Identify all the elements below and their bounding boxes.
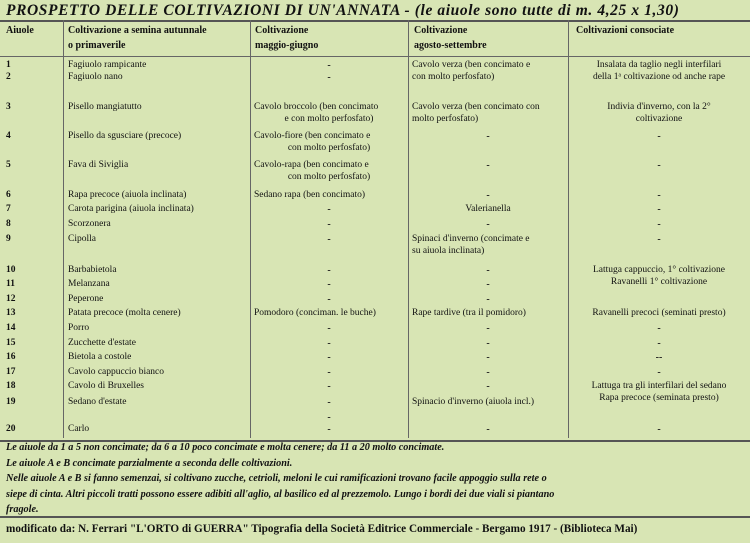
cell-dash: - <box>657 323 661 334</box>
aiuola-number: 3 <box>6 102 11 112</box>
cell-autumn-spring: Fagiuolo nano <box>68 72 123 82</box>
cell-dash: - <box>486 338 490 349</box>
cell-aug-sep: Spinaci d'inverno (concimate e <box>412 234 530 244</box>
aiuola-number: 15 <box>6 338 16 348</box>
cell-dash: - <box>327 279 331 290</box>
cell-dash: - <box>486 219 490 230</box>
cell-autumn-spring: Cipolla <box>68 234 96 244</box>
cell-aug-sep: Cavolo verza (ben concimato e <box>412 60 531 70</box>
cell-consociate: Lattuga tra gli interfilari del sedano <box>591 381 727 391</box>
cell-autumn-spring: Rapa precoce (aiuola inclinata) <box>68 190 187 200</box>
cell-consociate: Rapa precoce (seminata presto) <box>599 393 719 403</box>
note-line: siepe di cinta. Altri piccoli tratti possono essere adibiti all'aglio, al basilico ed al prezzemolo. Lungo i bordi dei due viali si piantano <box>6 488 555 500</box>
cell-may-june: Pomodoro (conciman. le buche) <box>254 308 376 318</box>
cell-dash: - <box>486 381 490 392</box>
cell-autumn-spring: Zucchette d'estate <box>68 338 136 348</box>
aiuola-number: 10 <box>6 265 16 275</box>
cell-aug-sep: molto perfosfato) <box>412 114 479 124</box>
cell-dash: - <box>486 294 490 305</box>
cell-dash: - <box>486 367 490 378</box>
cell-dash: - <box>327 397 331 408</box>
credit-text: modificato da: N. Ferrari "L'ORTO di GUERRA" Tipografia della Società Editrice Commerciale - Bergamo 1917 - (Biblioteca Mai) <box>6 523 638 535</box>
aiuola-number: 9 <box>6 234 11 244</box>
cell-aug-sep: Rape tardive (tra il pomidoro) <box>412 308 526 318</box>
cell-dash: - <box>327 352 331 363</box>
cell-aug-sep: Spinacio d'inverno (aiuola incl.) <box>412 397 535 407</box>
aiuola-number: 14 <box>6 323 16 333</box>
header-aiuole: Aiuole <box>6 25 34 36</box>
cell-dash: - <box>657 190 661 201</box>
cell-dash: - <box>657 367 661 378</box>
header-col4-line2: agosto-settembre <box>414 40 487 51</box>
aiuola-number: 2 <box>6 72 11 82</box>
cell-may-june: Sedano rapa (ben concimato) <box>254 190 366 200</box>
cell-dash: - <box>657 219 661 230</box>
cell-dash: - <box>486 160 490 171</box>
cell-dash: - <box>327 234 331 245</box>
cell-autumn-spring: Cavolo cappuccio bianco <box>68 367 165 377</box>
cell-may-june: e con molto perfosfato) <box>284 114 374 124</box>
cell-dash: - <box>327 367 331 378</box>
cell-dash: - <box>657 204 661 215</box>
cell-consociate: Ravanelli precoci (seminati presto) <box>592 308 726 318</box>
header-col2-line2: o primaverile <box>68 40 126 51</box>
cell-may-june: Cavolo-fiore (ben concimato e <box>254 131 371 141</box>
cell-dash: - <box>657 131 661 142</box>
aiuola-number: 20 <box>6 424 16 434</box>
cell-aug-sep: su aiuola inclinata) <box>412 246 485 256</box>
cell-dash: - <box>327 381 331 392</box>
cell-consociate: Insalata da taglio negli interfilari <box>596 60 722 70</box>
cell-may-june: Cavolo-rapa (ben concimato e <box>254 160 369 170</box>
cell-may-june: con molto perfosfato) <box>287 172 371 182</box>
cell-consociate: Indivia d'inverno, con la 2° <box>607 102 711 112</box>
aiuola-number: 13 <box>6 308 16 318</box>
aiuola-number: 4 <box>6 131 11 141</box>
aiuola-number: 17 <box>6 367 16 377</box>
cell-dash: - <box>486 190 490 201</box>
cell-dash: - <box>486 323 490 334</box>
column-divider <box>63 20 64 438</box>
note-line: Le aiuole da 1 a 5 non concimate; da 6 a 10 poco concimate e molta cenere; da 11 a 20 molto concimate. <box>6 442 445 453</box>
cell-may-june: Cavolo broccolo (ben concimato <box>254 102 379 112</box>
aiuola-number: 11 <box>6 279 15 289</box>
cell-autumn-spring: Fagiuolo rampicante <box>68 60 147 70</box>
page-title: PROSPETTO DELLE COLTIVAZIONI DI UN'ANNATA - (le aiuole sono tutte di m. 4,25 x 1,30) <box>6 2 680 19</box>
header-col4-line1: Coltivazione <box>414 25 468 36</box>
cell-autumn-spring: Fava di Siviglia <box>68 160 129 170</box>
cell-dash: - <box>486 265 490 276</box>
cell-dash: -- <box>655 352 663 363</box>
cell-autumn-spring: Sedano d'estate <box>68 397 127 407</box>
notes <box>6 440 746 518</box>
cell-dash: - <box>327 72 331 83</box>
aiuola-number: 8 <box>6 219 11 229</box>
aiuola-number: 19 <box>6 397 16 407</box>
aiuola-number: 7 <box>6 204 11 214</box>
cell-autumn-spring: Cavolo di Bruxelles <box>68 381 144 391</box>
cell-dash: - <box>327 412 331 423</box>
cell-aug-sep: con molto perfosfato) <box>412 72 495 82</box>
cell-dash: - <box>657 160 661 171</box>
cell-autumn-spring: Pisello da sgusciare (precoce) <box>68 131 182 141</box>
header-col3-line2: maggio-giugno <box>255 40 319 51</box>
cell-dash: - <box>327 265 331 276</box>
cell-dash: - <box>486 279 490 290</box>
cell-may-june: con molto perfosfato) <box>287 143 371 153</box>
source-credit <box>0 516 750 543</box>
cell-dash: - <box>486 131 490 142</box>
note-line: fragole. <box>6 504 39 516</box>
note-line: Le aiuole A e B concimate parzialmente a seconda delle coltivazioni. <box>6 457 293 469</box>
cell-dash: - <box>486 424 490 435</box>
cell-autumn-spring: Peperone <box>68 294 104 304</box>
header-col2-line1: Coltivazione a semina autunnale <box>68 25 207 36</box>
cell-dash: - <box>327 338 331 349</box>
cell-consociate: Ravanelli 1° coltivazione <box>610 277 708 287</box>
header-divider <box>0 56 750 57</box>
header-col5: Coltivazioni consociate <box>576 25 675 36</box>
cell-autumn-spring: Barbabietola <box>68 265 117 275</box>
aiuola-number: 1 <box>6 60 11 70</box>
cell-dash: - <box>327 424 331 435</box>
cell-autumn-spring: Carota parigina (aiuola inclinata) <box>68 204 194 214</box>
cell-autumn-spring: Bietola a costole <box>68 352 132 362</box>
cell-dash: - <box>327 60 331 71</box>
cell-autumn-spring: Melanzana <box>68 279 110 289</box>
aiuola-number: 16 <box>6 352 16 362</box>
aiuola-number: 6 <box>6 190 11 200</box>
cell-autumn-spring: Patata precoce (molta cenere) <box>68 308 181 318</box>
cell-autumn-spring: Porro <box>68 323 90 333</box>
cell-aug-sep: Valerianella <box>465 204 511 214</box>
aiuola-number: 12 <box>6 294 16 304</box>
cell-consociate: della 1ᵃ coltivazione od anche rape <box>592 72 726 82</box>
cell-autumn-spring: Carlo <box>68 424 90 434</box>
cell-aug-sep: Cavolo verza (ben concimato con <box>412 102 540 112</box>
cell-dash: - <box>657 338 661 349</box>
cell-dash: - <box>327 323 331 334</box>
note-line: Nelle aiuole A e B si fanno semenzai, si coltivano zucche, cetrioli, meloni le cui ramificazioni trovano facile appoggio sulla rete o <box>6 473 547 485</box>
cell-consociate: coltivazione <box>635 114 683 124</box>
cell-autumn-spring: Pisello mangiatutto <box>68 102 142 112</box>
cell-dash: - <box>486 352 490 363</box>
header-col3-line1: Coltivazione <box>255 25 309 36</box>
cell-dash: - <box>327 204 331 215</box>
cell-dash: - <box>657 234 661 245</box>
cell-autumn-spring: Scorzonera <box>68 219 111 229</box>
cell-consociate: Lattuga cappuccio, 1° coltivazione <box>593 265 725 275</box>
aiuola-number: 5 <box>6 160 11 170</box>
cell-dash: - <box>327 219 331 230</box>
aiuola-number: 18 <box>6 381 16 391</box>
cell-dash: - <box>657 424 661 435</box>
cell-dash: - <box>327 294 331 305</box>
